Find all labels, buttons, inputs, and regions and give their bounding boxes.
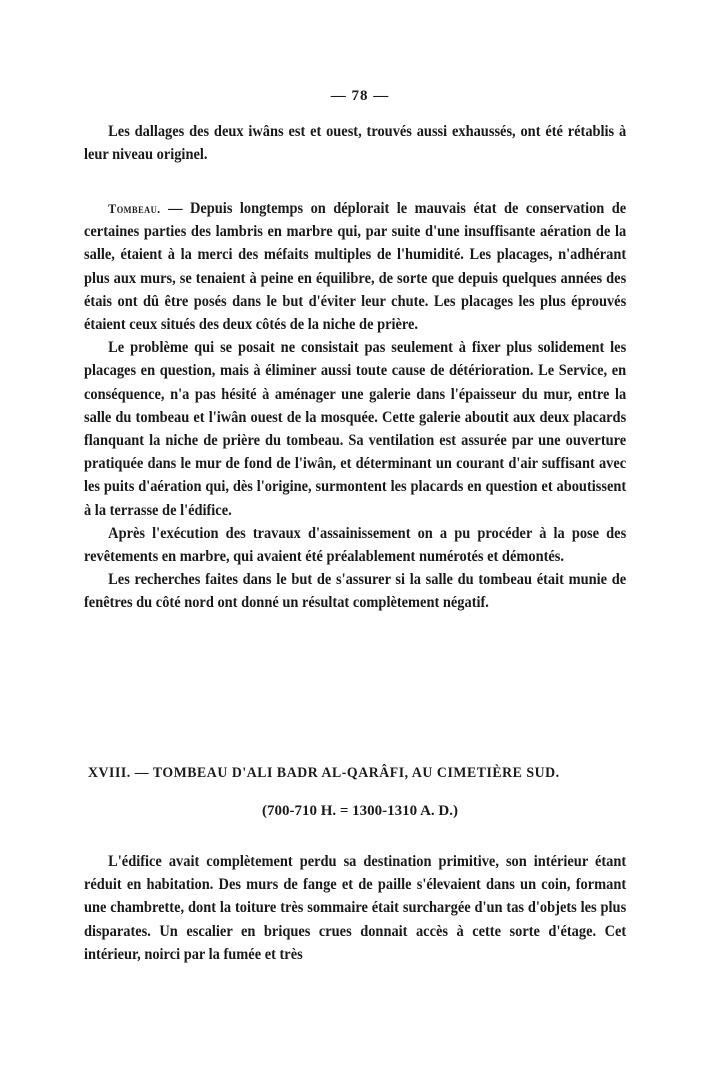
- tombeau-text: — Depuis longtemps on déplorait le mauvais état de conservation de certaines parties des lambris en marbre qui, par suite d'une insuffisante aération de la salle, étaient à la merci des méfaits multiples de l'humidité. Les placages, n'adhérant plus aux murs, se tenaient à peine en équilibre, de sorte que depuis quelques années des étais ont dû être posés dans le but d'éviter leur chute. Les placages les plus éprouvés étaient ceux situés des deux côtés de la niche de prière.: [84, 200, 627, 334]
- section-dates: (700-710 H. = 1300-1310 A. D.): [261, 803, 459, 819]
- paragraph-edifice-block: [84, 850, 626, 966]
- paragraph-dallages: Les dallages des deux iwâns est et ouest, trouvés aussi exhaussés, ont été rétablis à leur niveau originel.: [84, 123, 627, 164]
- paragraph-apres: Après l'exécution des travaux d'assainissement on a pu procéder à la pose des revêtements en marbre, qui avaient été préalablement numérotés et démontés.: [84, 524, 627, 566]
- paragraph-dallages-block: [84, 120, 626, 166]
- tombeau-section-block: [84, 197, 626, 615]
- paragraph-edifice: L'édifice avait complètement perdu sa destination primitive, son intérieur étant réduit en habitation. Des murs de fange et de paille s'élevaient dans un coin, formant une chambrette, dont la toiture très sommaire était surchargée d'un tas d'objets les plus disparates. Un escalier en briques crues donnait accès à cette sorte d'étage. Cet intérieur, noirci par la fumée et très: [84, 853, 627, 963]
- paragraph-probleme: Le problème qui se posait ne consistait pas seulement à fixer plus solidement les placages en question, mais à éliminer aussi toute cause de détérioration. Le Service, en conséquence, n'a pas hésité à aménager une galerie dans l'épaisseur du mur, entre la salle du tombeau et l'iwân ouest de la mosquée. Cette galerie aboutit aux deux placards flanquant la niche de prière du tombeau. Sa ventilation est assurée par une ouverture pratiquée dans le mur de fond de l'iwân, et déterminant un courant d'air suffisant avec les puits d'aération qui, dès l'origine, surmontent les placards en question et aboutissent à la terrasse de l'édifice.: [84, 339, 627, 519]
- paragraph-recherches: Les recherches faites dans le but de s'assurer si la salle du tombeau était munie de fenêtres du côté nord ont donné un résultat complètement négatif.: [84, 571, 627, 612]
- tombeau-label: Tombeau.: [108, 201, 161, 216]
- page-number: — 78 —: [330, 88, 390, 104]
- paragraph-tombeau: [84, 197, 626, 336]
- section-heading: XVIII. — TOMBEAU D'ALI BADR AL-QARÂFI, AU CIMETIÈRE SUD.: [88, 765, 560, 781]
